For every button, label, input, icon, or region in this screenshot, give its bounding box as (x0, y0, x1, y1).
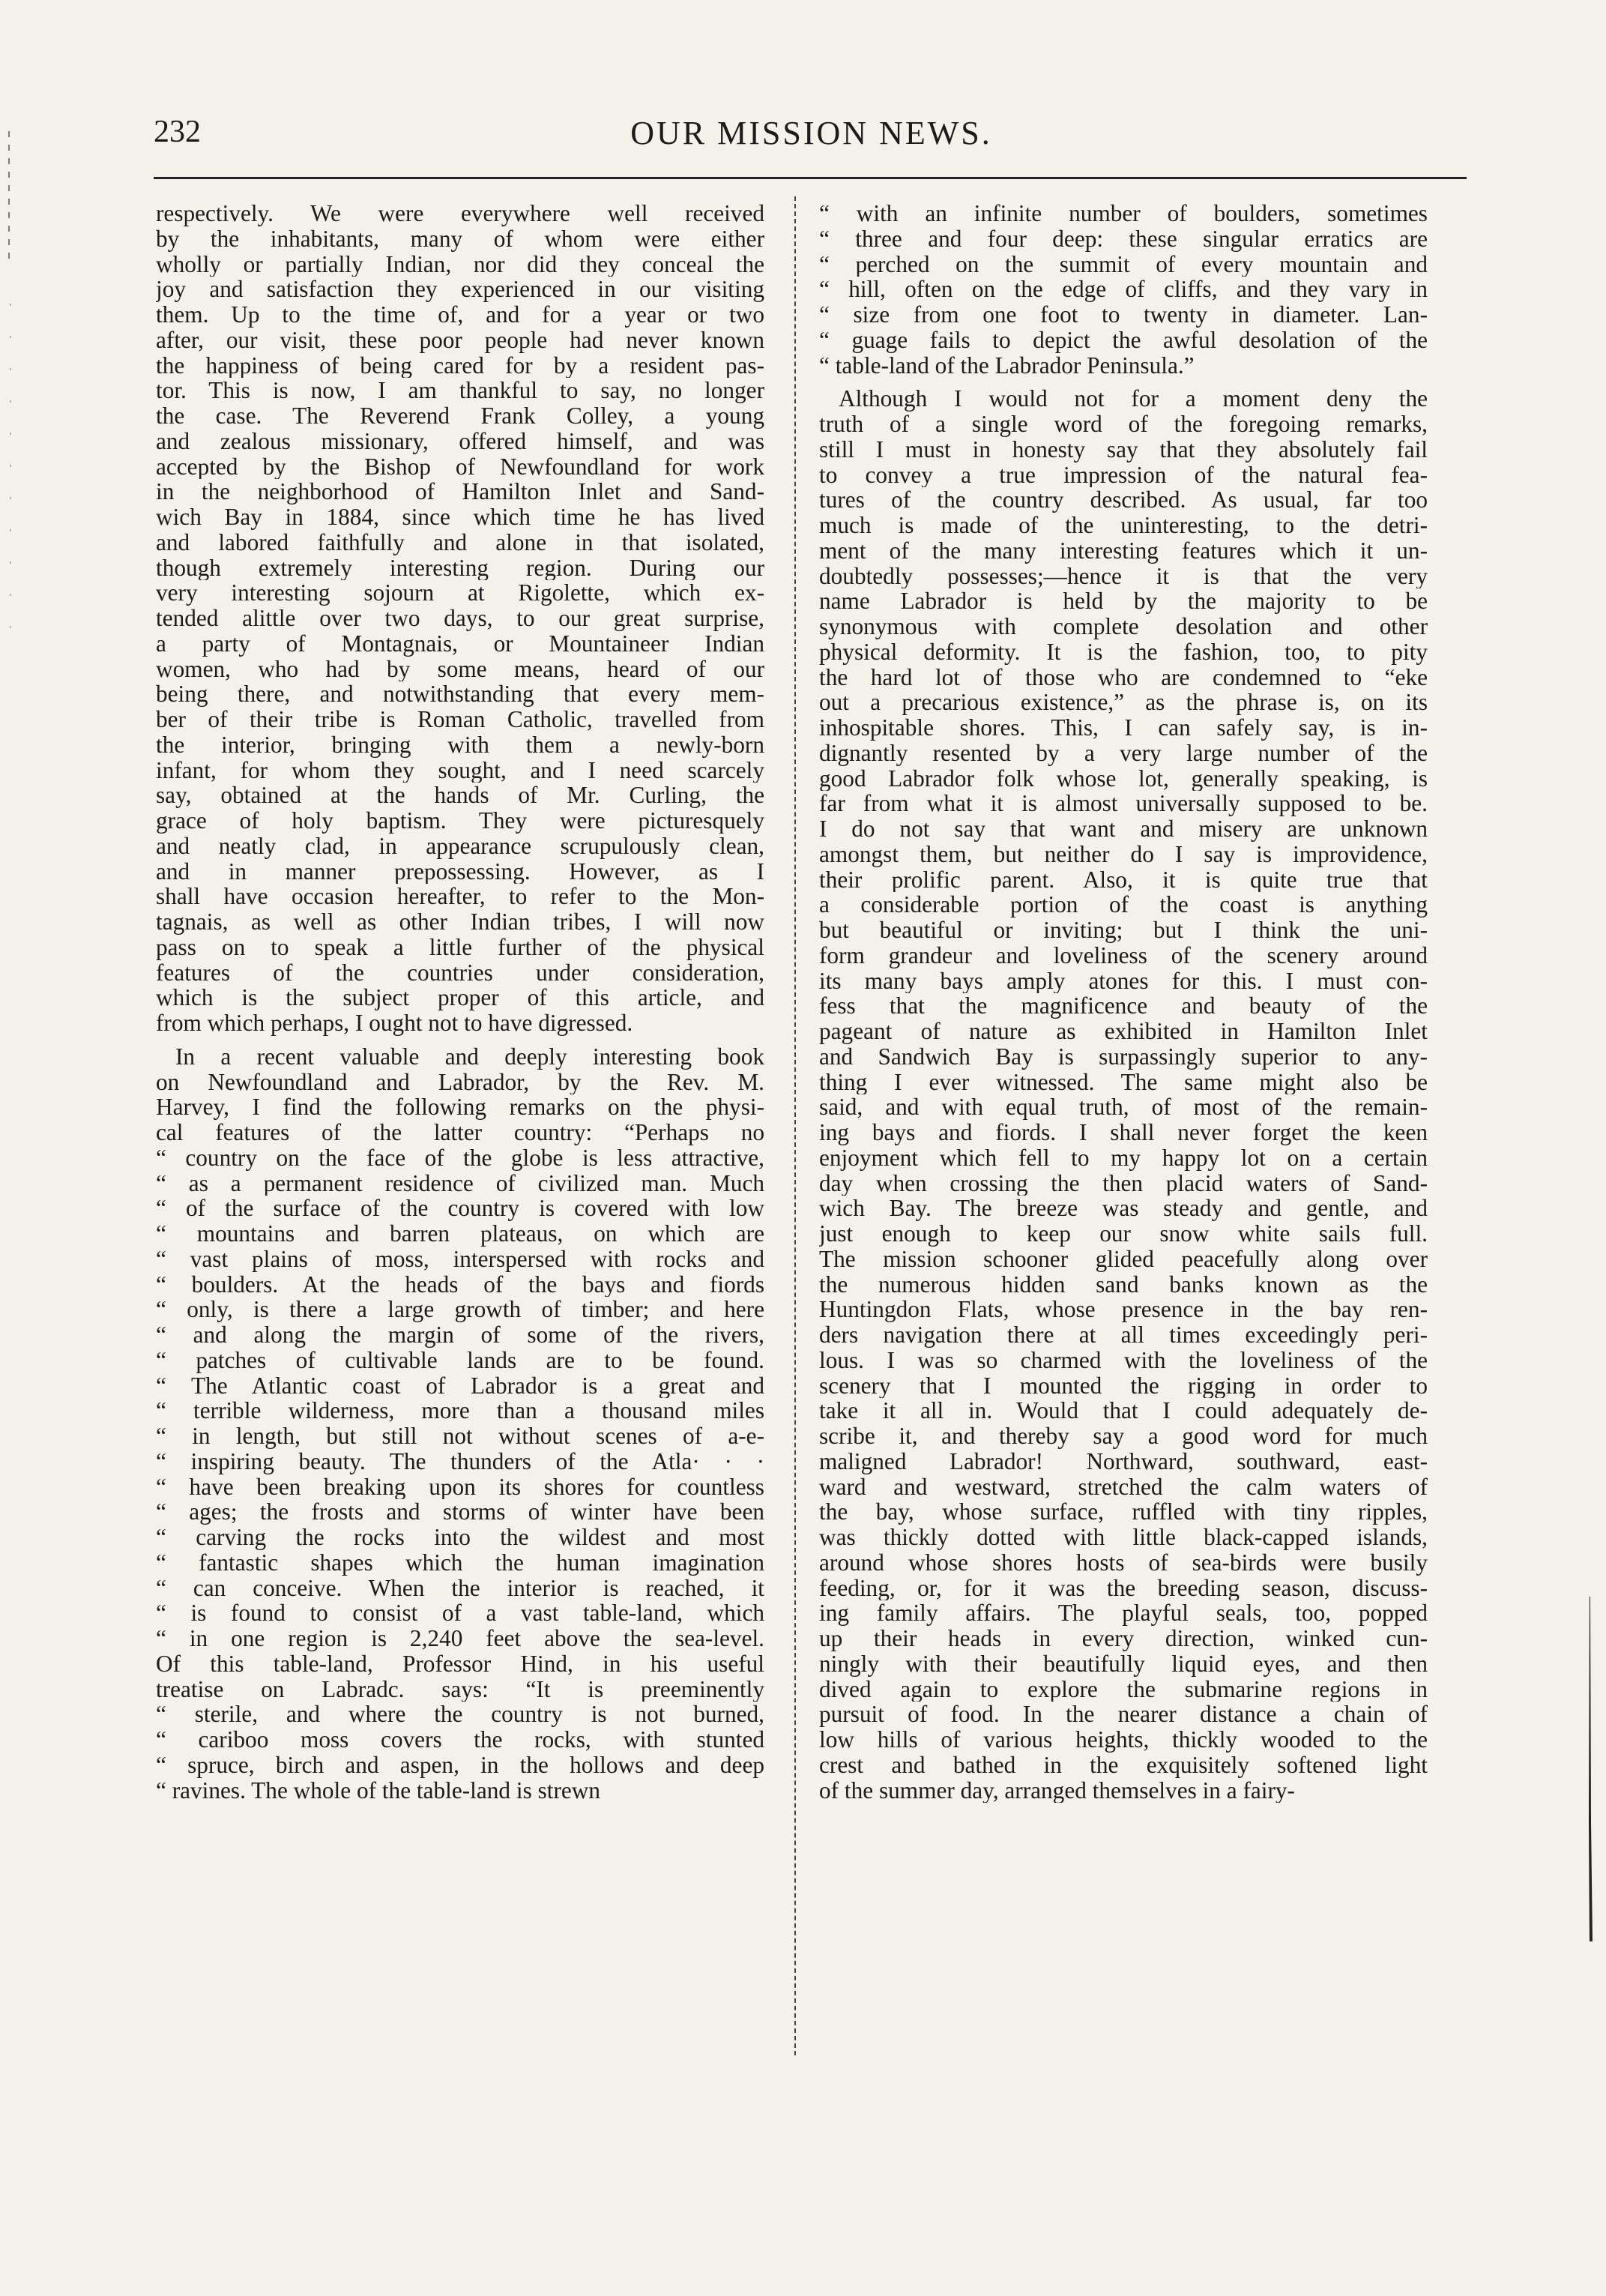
text-line: by the inhabitants, many of whom were either (156, 226, 764, 252)
text-line: wholly or partially Indian, nor did they conceal the (156, 251, 764, 277)
text-line: a party of Montagnais, or Mountaineer Indian (156, 630, 764, 657)
text-line: pass on to speak a little further of the physical (156, 934, 764, 960)
text-line: though extremely interesting region. During our (156, 555, 764, 581)
text-line: joy and satisfaction they experienced in our visiting (156, 277, 764, 302)
text-line: just enough to keep our snow white sails full. (819, 1221, 1428, 1247)
text-line: dignantly resented by a very large number of the (819, 740, 1428, 766)
text-line: said, and with equal truth, of most of the remain- (819, 1094, 1428, 1120)
text-line: “ sterile, and where the country is not burned, (156, 1702, 764, 1727)
text-line: name Labrador is held by the majority to be (819, 588, 1428, 614)
text-line: ningly with their beautifully liquid eyes, and then (819, 1651, 1428, 1677)
text-line: and labored faithfully and alone in that isolated, (156, 529, 764, 555)
text-line: “ hill, often on the edge of cliffs, and they vary in (819, 277, 1428, 302)
text-line: “ size from one foot to twenty in diameter. Lan- (819, 302, 1428, 328)
text-line: “ mountains and barren plateaus, on which are (156, 1221, 764, 1247)
text-line: “ carving the rocks into the wildest and most (156, 1525, 764, 1550)
text-line: “ guage fails to depict the awful desolation of the (819, 327, 1428, 353)
text-line: from which perhaps, I ought not to have digressed. (156, 1010, 633, 1036)
text-line: Of this table-land, Professor Hind, in his useful (156, 1651, 764, 1677)
text-line: enjoyment which fell to my happy lot on a certain (819, 1145, 1428, 1171)
text-line: accepted by the Bishop of Newfoundland for work (156, 454, 764, 480)
text-line: but beautiful or inviting; but I think the uni- (819, 918, 1428, 943)
text-line: ders navigation there at all times exceedingly peri- (819, 1322, 1428, 1348)
text-line: respectively. We were everywhere well received (156, 201, 764, 226)
text-line: say, obtained at the hands of Mr. Curling, the (156, 783, 764, 808)
text-line: them. Up to the time of, and for a year or two (156, 302, 764, 328)
text-line: good Labrador folk whose lot, generally speaking, is (819, 765, 1428, 792)
text-line: and neatly clad, in appearance scrupulously clean, (156, 833, 764, 859)
text-line: ber of their tribe is Roman Catholic, travelled from (156, 707, 764, 732)
text-line: out a precarious existence,” as the phrase is, on its (819, 690, 1428, 715)
paragraph (156, 1044, 764, 1804)
text-line: “ as a permanent residence of civilized man. Much (156, 1170, 764, 1196)
text-line: amongst them, but neither do I say is improvidence, (819, 841, 1428, 867)
text-line: the interior, bringing with them a newly-born (156, 732, 764, 758)
header-rule (154, 177, 1467, 179)
page-header (154, 114, 1469, 160)
text-line: ward and westward, stretched the calm waters of (819, 1474, 1428, 1500)
text-line: inhospitable shores. This, I can safely say, is in- (819, 715, 1428, 741)
running-title: OUR MISSION NEWS. (630, 115, 992, 151)
text-line: their prolific parent. Also, it is quite true that (819, 867, 1428, 893)
text-line: “ only, is there a large growth of timber; and here (156, 1297, 764, 1322)
text-line: and in manner prepossessing. However, as I (156, 858, 764, 885)
text-line: of the summer day, arranged themselves in a fairy- (819, 1777, 1295, 1804)
text-line: “ is found to consist of a vast table-land, which (156, 1600, 764, 1626)
text-line: “ in one region is 2,240 feet above the sea-level. (156, 1626, 764, 1651)
text-line: maligned Labrador! Northward, southward, east- (819, 1448, 1428, 1474)
text-line: around whose shores hosts of sea-birds were busily (819, 1549, 1428, 1576)
text-line: “ perched on the summit of every mountain and (819, 251, 1428, 277)
left-column (156, 201, 764, 1803)
text-line: low hills of various heights, thickly wooded to the (819, 1727, 1428, 1753)
text-line: “ in length, but still not without scenes of a‐e- (156, 1423, 764, 1449)
text-line: “ table-land of the Labrador Peninsula.” (819, 352, 1195, 379)
text-line: physical deformity. It is the fashion, too, to pity (819, 639, 1428, 665)
text-line: Harvey, I find the following remarks on the physi- (156, 1094, 764, 1120)
text-line: ing family affairs. The playful seals, too, popped (819, 1600, 1428, 1626)
text-line: crest and bathed in the exquisitely softened light (819, 1752, 1428, 1778)
text-line: women, who had by some means, heard of our (156, 656, 764, 682)
paragraph (819, 201, 1428, 378)
text-line: take it all in. Would that I could adequately de- (819, 1398, 1428, 1423)
text-line: “ fantastic shapes which the human imagination (156, 1549, 764, 1576)
text-line: pageant of nature as exhibited in Hamilton Inlet (819, 1019, 1428, 1044)
text-line: ing bays and fiords. I shall never forget the keen (819, 1120, 1428, 1145)
text-line: day when crossing the then placid waters of Sand- (819, 1170, 1428, 1196)
text-line: ment of the many interesting features which it un- (819, 537, 1428, 564)
text-line: wich Bay in 1884, since which time he has lived (156, 504, 764, 530)
text-line: “ patches of cultivable lands are to be found. (156, 1347, 764, 1373)
text-line: infant, for whom they sought, and I need scarcely (156, 757, 764, 783)
text-line: feeding, or, for it was the breeding season, discuss- (819, 1575, 1428, 1601)
text-line: Although I would not for a moment deny the (839, 386, 1428, 412)
text-line: wich Bay. The breeze was steady and gentle, and (819, 1196, 1428, 1221)
text-line: tended alittle over two days, to our great surprise, (156, 606, 764, 631)
text-line: after, our visit, these poor people had never known (156, 327, 764, 353)
text-line: still I must in honesty say that they absolutely fail (819, 436, 1428, 462)
text-line: which is the subject proper of this article, and (156, 985, 764, 1010)
text-line: Huntingdon Flats, whose presence in the bay ren- (819, 1297, 1428, 1322)
text-line: tures of the country described. As usual, far too (819, 487, 1428, 513)
text-line: scribe it, and thereby say a good word for much (819, 1423, 1428, 1449)
text-line: the numerous hidden sand banks known as the (819, 1271, 1428, 1298)
text-line: “ vast plains of moss, interspersed with rocks and (156, 1246, 764, 1272)
text-line: grace of holy baptism. They were picturesquely (156, 808, 764, 834)
text-line: “ ages; the frosts and storms of winter have been (156, 1499, 764, 1525)
text-line: features of the countries under consideration, (156, 959, 764, 986)
text-line: and Sandwich Bay is surpassingly superior to any- (819, 1043, 1428, 1070)
text-line: far from what it is almost universally supposed to be. (819, 791, 1428, 816)
text-line: thing I ever witnessed. The same might also be (819, 1069, 1428, 1095)
text-line: lous. I was so charmed with the loveliness of the (819, 1347, 1428, 1373)
margin-scan-mark (1587, 1597, 1593, 1941)
text-line: form grandeur and loveliness of the scenery around (819, 942, 1428, 968)
text-line: “ inspiring beauty. The thunders of the Atla· · · (156, 1448, 764, 1474)
text-line: tagnais, as well as other Indian tribes, I will now (156, 909, 764, 935)
text-line: “ of the surface of the country is covered with low (156, 1196, 764, 1221)
text-line: cal features of the latter country: “Perhaps no (156, 1120, 764, 1145)
text-line: “ country on the face of the globe is less attractive, (156, 1145, 764, 1171)
text-line: was thickly dotted with little black-capped islands, (819, 1525, 1428, 1550)
text-line: fess that the magnificence and beauty of the (819, 993, 1428, 1019)
text-line: very interesting sojourn at Rigolette, which ex- (156, 580, 764, 606)
text-line: “ with an infinite number of boulders, sometimes (819, 201, 1428, 226)
page-number: 232 (154, 115, 201, 149)
text-line: “ boulders. At the heads of the bays and fiords (156, 1271, 764, 1298)
text-line: being there, and notwithstanding that every mem- (156, 681, 764, 707)
text-line: shall have occasion hereafter, to refer to the Mon- (156, 884, 764, 909)
text-line: doubtedly possesses;—hence it is that the very (819, 563, 1428, 589)
text-line: dived again to explore the submarine regions in (819, 1676, 1428, 1702)
text-line: The mission schooner glided peacefully along over (819, 1246, 1428, 1272)
text-line: the happiness of being cared for by a resident pas- (156, 352, 764, 379)
text-line: up their heads in every direction, winked cun- (819, 1626, 1428, 1651)
text-line: In a recent valuable and deeply interesting book (175, 1043, 764, 1070)
text-line: on Newfoundland and Labrador, by the Rev. M. (156, 1069, 764, 1095)
binding-edge-marks (6, 131, 13, 656)
text-line: “ can conceive. When the interior is reached, it (156, 1575, 764, 1601)
text-line: “ The Atlantic coast of Labrador is a great and (156, 1373, 764, 1399)
text-line: its many bays amply atones for this. I must con- (819, 968, 1428, 994)
text-line: “ cariboo moss covers the rocks, with stunted (156, 1727, 764, 1753)
right-column (819, 201, 1428, 1803)
text-line: synonymous with complete desolation and other (819, 614, 1428, 639)
text-line: scenery that I mounted the rigging in order to (819, 1373, 1428, 1399)
text-line: the bay, whose surface, ruffled with tiny ripples, (819, 1499, 1428, 1525)
text-line: the hard lot of those who are condemned to “eke (819, 664, 1428, 690)
text-line: I do not say that want and misery are unknown (819, 816, 1428, 842)
text-line: “ spruce, birch and aspen, in the hollows and deep (156, 1752, 764, 1778)
text-line: in the neighborhood of Hamilton Inlet and Sand- (156, 479, 764, 504)
text-line: “ and along the margin of some of the rivers, (156, 1322, 764, 1348)
paragraph (156, 201, 764, 1036)
text-line: truth of a single word of the foregoing remarks, (819, 412, 1428, 437)
text-line: the case. The Reverend Frank Colley, a young (156, 403, 764, 429)
text-line: “ terrible wilderness, more than a thousand miles (156, 1398, 764, 1423)
text-line: treatise on Labradc. says: “It is preeminently (156, 1676, 764, 1702)
column-divider (794, 196, 796, 2055)
text-line: “ have been breaking upon its shores for countless (156, 1474, 764, 1500)
text-line: a considerable portion of the coast is anything (819, 892, 1428, 918)
text-line: much is made of the uninteresting, to the detri- (819, 513, 1428, 538)
text-line: to convey a true impression of the natural fea- (819, 462, 1428, 488)
text-line: tor. This is now, I am thankful to say, no longer (156, 378, 764, 403)
text-line: pursuit of food. In the nearer distance a chain of (819, 1702, 1428, 1727)
text-line: and zealous missionary, offered himself, and was (156, 428, 764, 454)
paragraph (819, 386, 1428, 1803)
text-line: “ three and four deep: these singular erratics are (819, 226, 1428, 252)
text-line: “ ravines. The whole of the table-land is strewn (156, 1777, 601, 1804)
